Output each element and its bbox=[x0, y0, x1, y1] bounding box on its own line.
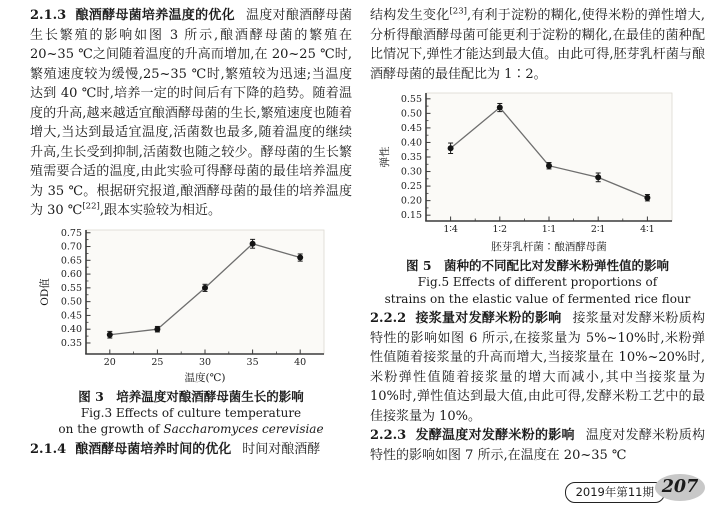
section-number: 2.1.3 bbox=[30, 8, 67, 23]
figure-3-species-name: Saccharomyces cerevisiae bbox=[163, 422, 324, 436]
svg-text:0.75: 0.75 bbox=[60, 227, 82, 239]
issue-badge: 2019年第11期 bbox=[565, 482, 665, 503]
svg-text:20: 20 bbox=[103, 356, 116, 368]
svg-text:0.15: 0.15 bbox=[400, 210, 422, 222]
figure-5-caption-cn: 图 5 菌种的不同配比对发酵米粉弹性值的影响 bbox=[405, 258, 670, 273]
svg-text:0.45: 0.45 bbox=[60, 309, 82, 321]
section-title: 酿酒酵母菌培养时间的优化 bbox=[75, 441, 232, 457]
svg-text:25: 25 bbox=[151, 356, 164, 368]
svg-text:0.50: 0.50 bbox=[400, 108, 422, 120]
figure-3-caption-en-2-prefix: on the growth of bbox=[58, 422, 164, 436]
figure-5-caption-en-1: Fig.5 Effects of different proportions of bbox=[417, 275, 658, 289]
svg-text:1∶4: 1∶4 bbox=[443, 224, 458, 235]
paragraph-2-1-4 bbox=[30, 440, 352, 460]
figure-5-caption-en-2: strains on the elastic value of fermented rice flour bbox=[384, 291, 691, 306]
svg-text:0.35: 0.35 bbox=[400, 152, 422, 163]
svg-text:35: 35 bbox=[246, 356, 259, 368]
svg-text:0.30: 0.30 bbox=[400, 166, 422, 178]
figure-3 bbox=[30, 225, 352, 438]
svg-text:40: 40 bbox=[294, 356, 307, 368]
section-body: 接浆量对发酵米粉质构特性的影响如图 6 所示,在接浆量为 5%~10%时,米粉弹性值随着接浆量的升高而增大,当接浆量在 10%~20%时,米粉弹性值随着接浆量的增大而减小,其中当接浆量为 10%时,弹性值达到最大值,由此可得,发酵米粉工艺中的最佳接浆量为 10%。 bbox=[370, 311, 705, 424]
paragraph-body-tail: ,有利于淀粉的糊化,使得米粉的弹性增大,分析得酿酒酵母菌可能更利于淀粉的糊化,在最佳的菌种配比情况下,弹性才能达到最大值。由此可得,胚芽乳杆菌与酿酒酵母菌的最佳配比为 1∶2。 bbox=[370, 8, 705, 82]
section-title: 酿酒酵母菌培养温度的优化 bbox=[75, 8, 235, 23]
figure-3-caption-en-2 bbox=[30, 421, 352, 438]
svg-text:0.50: 0.50 bbox=[60, 296, 82, 308]
left-column bbox=[30, 6, 352, 507]
svg-text:弹性: 弹性 bbox=[379, 146, 391, 168]
figure-3-caption-en-1: Fig.3 Effects of culture temperature bbox=[80, 405, 302, 420]
svg-text:0.65: 0.65 bbox=[60, 254, 82, 266]
svg-text:0.55: 0.55 bbox=[400, 93, 422, 105]
svg-text:0.35: 0.35 bbox=[60, 337, 82, 349]
section-title: 接浆量对发酵米粉的影响 bbox=[415, 311, 562, 326]
section-body: 时间对酿酒酵 bbox=[242, 441, 321, 457]
svg-text:0.20: 0.20 bbox=[400, 195, 422, 207]
section-number: 2.1.4 bbox=[30, 441, 67, 457]
svg-text:温度(℃): 温度(℃) bbox=[184, 371, 226, 384]
svg-text:1∶1: 1∶1 bbox=[541, 224, 557, 235]
paragraph-2-2-2 bbox=[370, 309, 705, 426]
section-number: 2.2.3 bbox=[370, 428, 407, 443]
svg-text:4∶1: 4∶1 bbox=[640, 224, 655, 235]
svg-text:OD值: OD值 bbox=[39, 277, 51, 306]
section-body: 温度对酿酒酵母菌生长繁殖的影响如图 3 所示,酿酒酵母菌的繁殖在 20~35 ℃之间随着温度的升高而增加,在 20~25 ℃时,繁殖速度较为缓慢,25~35 ℃时,繁殖较为迅速;当温度达到 40 ℃时,培养一定的时间后有下降的趋势。随着温度的升高,越来越适宜酿酒酵母菌的生长,繁殖速度也随着增大,当达到最适宜温度,活菌数也最多,随着温度的继续升高,生长受到抑制,活菌数也随之较少。酵母菌的生长繁殖需要合适的温度,由此实验可得酵母菌的最佳培养温度为 35 ℃。根据研究报道,酿酒酵母菌的最佳的培养温度为 30 ℃ bbox=[30, 8, 352, 218]
figure-5-caption bbox=[370, 257, 705, 307]
figure-5-line-chart bbox=[374, 88, 682, 254]
paragraph-2-2-3 bbox=[370, 426, 705, 465]
svg-text:0.25: 0.25 bbox=[400, 181, 422, 193]
citation-ref: [22] bbox=[82, 201, 100, 212]
section-number: 2.2.2 bbox=[370, 311, 407, 326]
figure-3-line-chart bbox=[34, 225, 334, 385]
svg-text:0.45: 0.45 bbox=[400, 122, 422, 134]
svg-text:0.60: 0.60 bbox=[60, 268, 82, 280]
section-title: 发酵温度对发酵米粉的影响 bbox=[415, 428, 575, 443]
figure-5 bbox=[370, 88, 705, 307]
svg-text:2∶1: 2∶1 bbox=[590, 224, 606, 235]
figure-3-caption-cn: 图 3 培养温度对酿酒酵母菌生长的影响 bbox=[78, 388, 304, 404]
svg-text:0.40: 0.40 bbox=[60, 323, 82, 335]
section-body-tail: ,跟本实验较为相近。 bbox=[99, 203, 221, 218]
figure-3-caption bbox=[30, 388, 352, 438]
svg-text:30: 30 bbox=[198, 356, 212, 368]
paragraph-body: 结构发生变化 bbox=[370, 8, 450, 23]
svg-text:0.70: 0.70 bbox=[60, 241, 82, 253]
paragraph-2-1-3 bbox=[30, 6, 352, 221]
page-number: 207 bbox=[655, 474, 705, 501]
svg-text:胚芽乳杆菌∶酿酒酵母菌: 胚芽乳杆菌∶酿酒酵母菌 bbox=[491, 241, 607, 253]
right-column bbox=[370, 6, 705, 507]
svg-text:0.40: 0.40 bbox=[400, 137, 422, 149]
paragraph-continued bbox=[370, 6, 705, 84]
svg-text:1∶2: 1∶2 bbox=[492, 224, 508, 235]
page-footer bbox=[370, 473, 705, 507]
citation-ref: [23] bbox=[449, 6, 467, 17]
section-body: 温度对发酵米粉质构特性的影响如图 7 所示,在温度在 20~35 ℃ bbox=[370, 428, 705, 463]
svg-text:0.55: 0.55 bbox=[60, 282, 82, 294]
